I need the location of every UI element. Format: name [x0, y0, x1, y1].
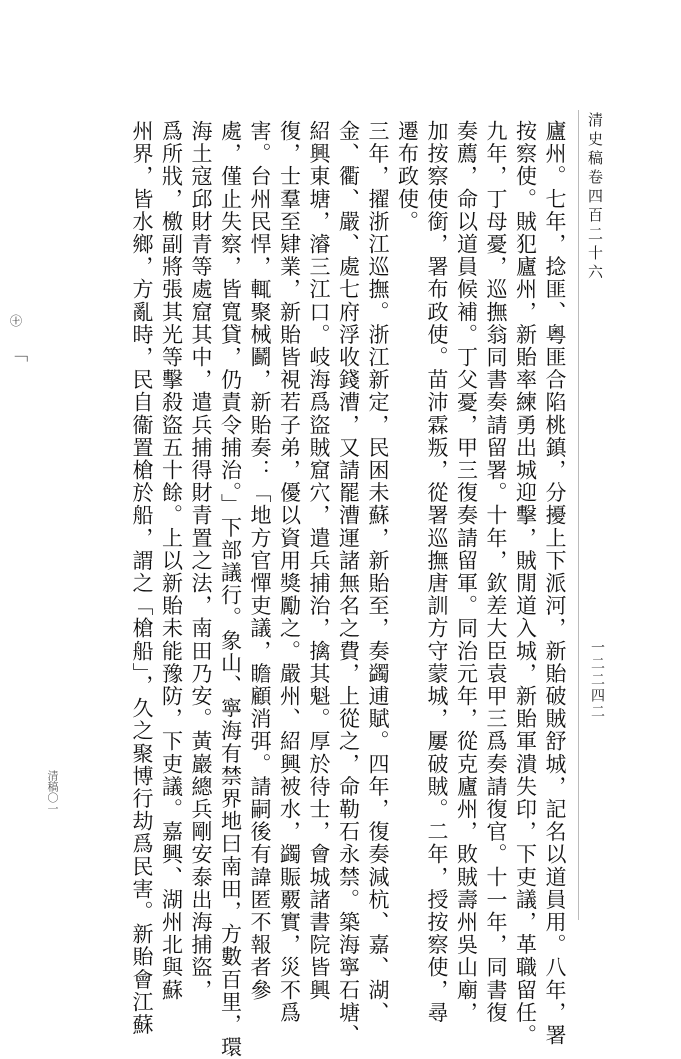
text-column: 三年，擢浙江巡撫。浙江新定，民困未蘇，新貽至，奏蠲逋賦。四年，復奏減杭、嘉、湖、 [366, 120, 390, 1024]
text-column: 九年，丁母憂，巡撫翁同書奏請留署。十年，欽差大臣袁甲三爲奏請復官。十一年，同書復 [484, 120, 508, 1024]
text-column: 紹興東塘，濬三江口。岐海爲盜賊窟穴，遣兵捕治，擒其魁。厚於待士，會城諸書院皆興 [307, 120, 331, 1002]
text-column: 害。台州民悍，輒聚械鬬，新貽奏：「地方官憚吏議，瞻顧消弭。請嗣後有諱匿不報者參 [248, 120, 272, 1002]
text-column: 加按察使銜，署布政使。苗沛霖叛，從署巡撫唐訓方守蒙城，屢破賊。二年，授按察使，尋 [425, 120, 449, 1024]
text-column: 奏薦，命以道員候補。丁父憂，甲三復奏請留軍。同治元年，從克廬州，敗賊壽州吳山廟， [454, 120, 479, 1024]
body-text [99, 120, 569, 1059]
text-column: 州界，皆水鄉，方亂時，民自衞置槍於船，謂之「槍船」，久之聚博行劫爲民害。新貽會江蘇 [130, 120, 154, 1037]
header-rule [578, 110, 579, 920]
margin-stamp-mark: 清稿〇一 [46, 770, 59, 814]
text-column: 按察使。賊犯廬州，新貽率練勇出城迎擊，賊閒道入城，新貽軍潰失印，下吏議，革職留任。 [513, 120, 538, 1047]
margin-circle-mark: ㊉ [10, 314, 23, 328]
margin-bracket-mark: ﹁ [10, 344, 28, 365]
text-column: 海土寇邱財青等處窟其中，遣兵捕得財青置之法，南田乃安。黃巖總兵剛安泰出海捕盜， [189, 120, 213, 1002]
text-column: 遷布政使。 [395, 120, 420, 233]
running-title: 清史稿卷四百二十六 [586, 112, 604, 283]
page-number: 一二二四二 [589, 640, 605, 720]
text-column: 金、衢、嚴、處七府浮收錢漕，又請罷漕運諸無名之費，上從之，命勒石永禁。築海寧石塘、 [336, 120, 361, 1047]
text-column: 處，僅止失察，皆寬貸，仍責令捕治。」下部議行。象山、寧海有禁界地曰南田，方數百里，環 [218, 120, 243, 1059]
text-column: 爲所戕，檄副將張其光等擊殺盜五十餘。上以新貽未能豫防，下吏議。嘉興、湖州北與蘇 [159, 120, 184, 1002]
text-column: 廬州。七年，捻匪、粵匪合陷桃鎮，分擾上下派河，新貽破賊舒城，記名以道員用。八年，署 [543, 120, 567, 1047]
text-column: 復，士羣至肄業，新貽皆視若子弟，優以資用獎勵之。嚴州、紹興被水，蠲賑覈實，災不爲 [277, 120, 302, 1024]
